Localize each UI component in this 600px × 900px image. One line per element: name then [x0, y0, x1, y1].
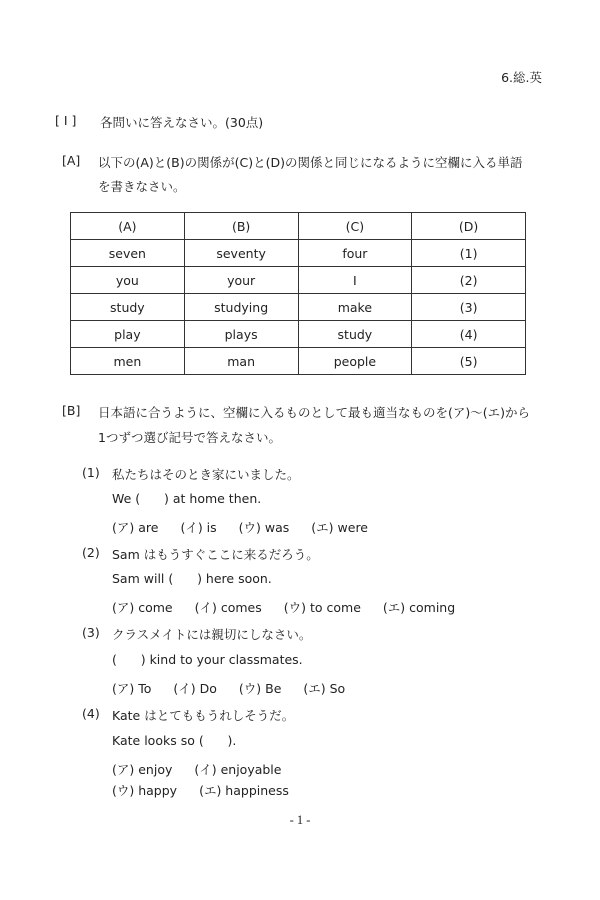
table-header: (A) — [71, 213, 185, 240]
part-b-instruction-line2: 1つずつ選び記号で答えなさい。 — [98, 430, 281, 445]
option: (ア) come — [112, 600, 173, 615]
option: (イ) is — [180, 520, 217, 535]
table-cell: studying — [184, 294, 298, 321]
table-row — [71, 348, 526, 375]
part-a-label: [A] — [62, 153, 81, 168]
table-cell: men — [71, 348, 185, 375]
question-options — [112, 518, 390, 536]
question-english: Sam will ( ) here soon. — [112, 571, 272, 586]
option: (イ) enjoyable — [194, 762, 282, 777]
question-japanese: 私たちはそのとき家にいました。 — [112, 467, 300, 482]
option: (ア) To — [112, 681, 152, 696]
page-number: - 1 - — [289, 813, 311, 827]
table-cell: (2) — [412, 267, 526, 294]
question-number: (1) — [82, 465, 100, 480]
option: (ア) enjoy — [112, 762, 173, 777]
option: (エ) were — [311, 520, 368, 535]
question-english: We ( ) at home then. — [112, 491, 262, 506]
question-japanese: クラスメイトには親切にしなさい。 — [112, 627, 312, 642]
option: (イ) Do — [173, 681, 217, 696]
table-cell: study — [298, 321, 412, 348]
option: (ウ) to come — [283, 600, 361, 615]
table-cell: seventy — [184, 240, 298, 267]
option: (イ) comes — [194, 600, 262, 615]
question-options — [112, 781, 311, 799]
table-cell: you — [71, 267, 185, 294]
table-cell: man — [184, 348, 298, 375]
part-b-instruction-line1: 日本語に合うように、空欄に入るものとして最も適当なものを(ア)～(エ)から — [98, 405, 531, 420]
table-cell: (4) — [412, 321, 526, 348]
question-number: (2) — [82, 545, 100, 560]
option: (エ) happiness — [199, 783, 289, 798]
table-cell: study — [71, 294, 185, 321]
question-japanese: Sam はもうすぐここに来るだろう。 — [112, 547, 319, 562]
table-cell: your — [184, 267, 298, 294]
table-row — [71, 240, 526, 267]
table-row — [71, 294, 526, 321]
question-number: (3) — [82, 625, 100, 640]
question-options — [112, 679, 367, 697]
table-cell: (3) — [412, 294, 526, 321]
option: (ウ) was — [238, 520, 290, 535]
table-header: (C) — [298, 213, 412, 240]
table-row — [71, 267, 526, 294]
part-a-instruction-line2: を書きなさい。 — [98, 179, 186, 194]
question-english: ( ) kind to your classmates. — [112, 652, 303, 667]
question-japanese: Kate はとてももうれしそうだ。 — [112, 708, 295, 723]
part-a-instruction-line1: 以下の(A)と(B)の関係が(C)と(D)の関係と同じになるように空欄に入る単語 — [98, 155, 523, 170]
table-row — [71, 321, 526, 348]
table-cell: people — [298, 348, 412, 375]
table-cell: (1) — [412, 240, 526, 267]
question-english: Kate looks so ( ). — [112, 733, 237, 748]
table-header-row — [71, 213, 526, 240]
table-cell: seven — [71, 240, 185, 267]
table-cell: plays — [184, 321, 298, 348]
table-cell: four — [298, 240, 412, 267]
option: (ア) are — [112, 520, 159, 535]
table-cell: (5) — [412, 348, 526, 375]
table-cell: play — [71, 321, 185, 348]
option: (ウ) happy — [112, 783, 178, 798]
header-code: 6.総.英 — [501, 70, 542, 85]
table-cell: make — [298, 294, 412, 321]
section-instruction: 各問いに答えなさい。(30点) — [100, 115, 264, 130]
table-header: (D) — [412, 213, 526, 240]
table-cell: I — [298, 267, 412, 294]
question-options — [112, 598, 477, 616]
question-options — [112, 760, 303, 778]
option: (エ) So — [303, 681, 346, 696]
question-number: (4) — [82, 706, 100, 721]
word-relation-table — [70, 212, 526, 375]
table-header: (B) — [184, 213, 298, 240]
option: (エ) coming — [382, 600, 456, 615]
part-b-label: [B] — [62, 403, 81, 418]
section-label: [ I ] — [55, 113, 77, 128]
option: (ウ) Be — [238, 681, 282, 696]
